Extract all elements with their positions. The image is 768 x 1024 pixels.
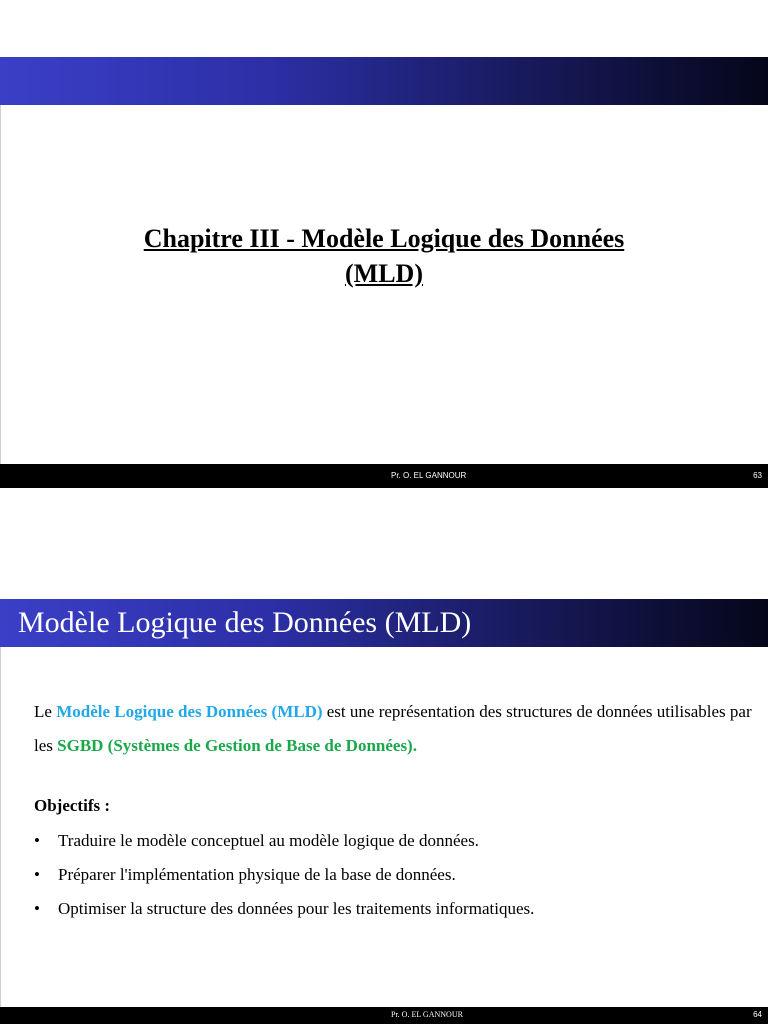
bullet-icon: •: [34, 899, 40, 918]
chapter-title: [0, 221, 768, 291]
intro-paragraph: [34, 695, 754, 763]
slide-63: [0, 57, 768, 488]
objectives-heading: Objectifs :: [34, 796, 111, 815]
list-item: [34, 892, 534, 926]
page-number: 64: [753, 1010, 762, 1019]
slide-footer: [0, 1007, 768, 1024]
bullet-icon: •: [34, 831, 40, 850]
chapter-title-line-1: Chapitre III - Modèle Logique des Données: [143, 224, 625, 253]
slide-left-border: [0, 647, 1, 1007]
slide-64: [0, 599, 768, 1024]
footer-author: Pr. O. EL GANNOUR: [391, 471, 467, 480]
slide-title: Modèle Logique des Données (MLD): [18, 606, 472, 639]
intro-middle: est une représentation des structures de données utilisables par les: [34, 702, 752, 755]
slide-footer: [0, 464, 768, 488]
chapter-title-line-2: (MLD): [345, 259, 423, 288]
intro-term-sgbd: SGBD (Systèmes de Gestion de Base de Données).: [57, 736, 417, 755]
objective-text: Préparer l'implémentation physique de la base de données.: [58, 865, 456, 884]
list-item: [34, 824, 534, 858]
slide-header-banner: [0, 57, 768, 105]
intro-term-mld: Modèle Logique des Données (MLD): [56, 702, 323, 721]
objectives-list: [34, 824, 534, 926]
objective-text: Optimiser la structure des données pour les traitements informatiques.: [58, 899, 535, 918]
slide-header-banner: [0, 599, 768, 647]
bullet-icon: •: [34, 865, 40, 884]
page-number: 63: [753, 471, 762, 480]
objective-text: Traduire le modèle conceptuel au modèle logique de données.: [58, 831, 479, 850]
list-item: [34, 858, 534, 892]
footer-author: Pr. O. EL GANNOUR: [391, 1010, 463, 1019]
intro-prefix: Le: [34, 702, 57, 721]
